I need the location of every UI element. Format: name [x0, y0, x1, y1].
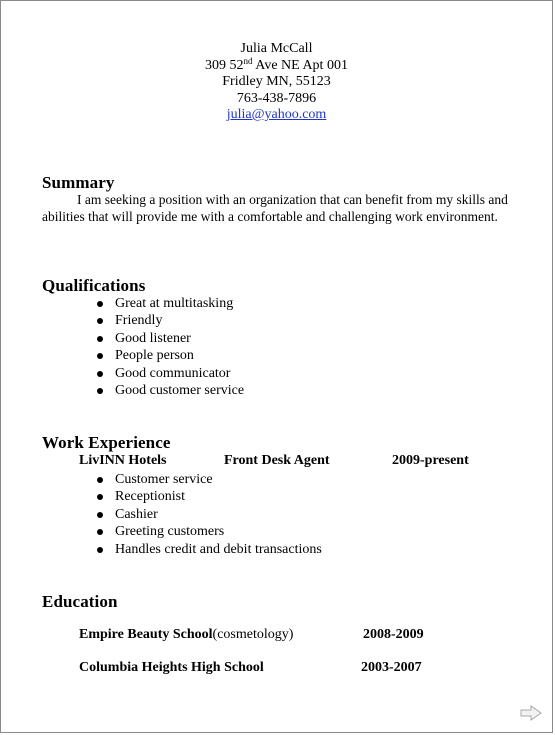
qualifications-heading: Qualifications [42, 276, 146, 295]
list-item: Customer service [1, 471, 322, 488]
qualifications-list [1, 295, 244, 399]
bullet-icon [97, 388, 103, 394]
work-experience-heading: Work Experience [42, 433, 171, 452]
contact-email-link[interactable]: julia@yahoo.com [226, 107, 327, 122]
bullet-icon [97, 371, 103, 377]
contact-city: Fridley MN, 55123 [222, 74, 331, 89]
job-dates: 2009-present [392, 453, 469, 468]
bullet-icon [97, 336, 103, 342]
list-item: Cashier [1, 506, 322, 523]
arrow-right-icon[interactable] [520, 705, 542, 721]
bullet-icon [97, 547, 103, 553]
list-item: Good communicator [1, 365, 244, 382]
address-ordinal: nd [243, 55, 253, 66]
education-heading: Education [42, 592, 118, 611]
list-item: People person [1, 347, 244, 364]
bullet-icon [97, 318, 103, 324]
list-item: Good customer service [1, 382, 244, 399]
bullet-icon [97, 494, 103, 500]
education-dates-2: 2003-2007 [361, 660, 422, 675]
bullet-icon [97, 529, 103, 535]
list-item: Handles credit and debit transactions [1, 541, 322, 558]
bullet-icon [97, 353, 103, 359]
list-item: Great at multitasking [1, 295, 244, 312]
contact-name: Julia McCall [240, 41, 313, 56]
bullet-icon [97, 477, 103, 483]
list-item: Friendly [1, 312, 244, 329]
work-duties-list [1, 471, 322, 558]
education-dates-1: 2008-2009 [363, 627, 424, 642]
summary-heading: Summary [42, 173, 115, 192]
education-school-2: Columbia Heights High School [79, 660, 264, 675]
bullet-icon [97, 512, 103, 518]
job-position: Front Desk Agent [224, 453, 330, 468]
education-school-1 [79, 627, 293, 643]
school-name: Empire Beauty School [79, 627, 213, 642]
contact-header [1, 41, 552, 124]
list-item: Receptionist [1, 488, 322, 505]
school-note: (cosmetology) [212, 627, 294, 642]
bullet-icon [97, 301, 103, 307]
address-street-number: 309 52 [205, 57, 244, 73]
summary-text: I am seeking a position with an organization that can benefit from my skills and abilities that will provide me with a comfortable and challenging work environment. [42, 192, 508, 224]
job-company: LivINN Hotels [79, 453, 167, 468]
contact-phone: 763-438-7896 [236, 90, 317, 106]
contact-address [1, 55, 552, 75]
address-street: Ave NE Apt 001 [252, 57, 348, 73]
list-item: Greeting customers [1, 523, 322, 540]
list-item: Good listener [1, 330, 244, 347]
